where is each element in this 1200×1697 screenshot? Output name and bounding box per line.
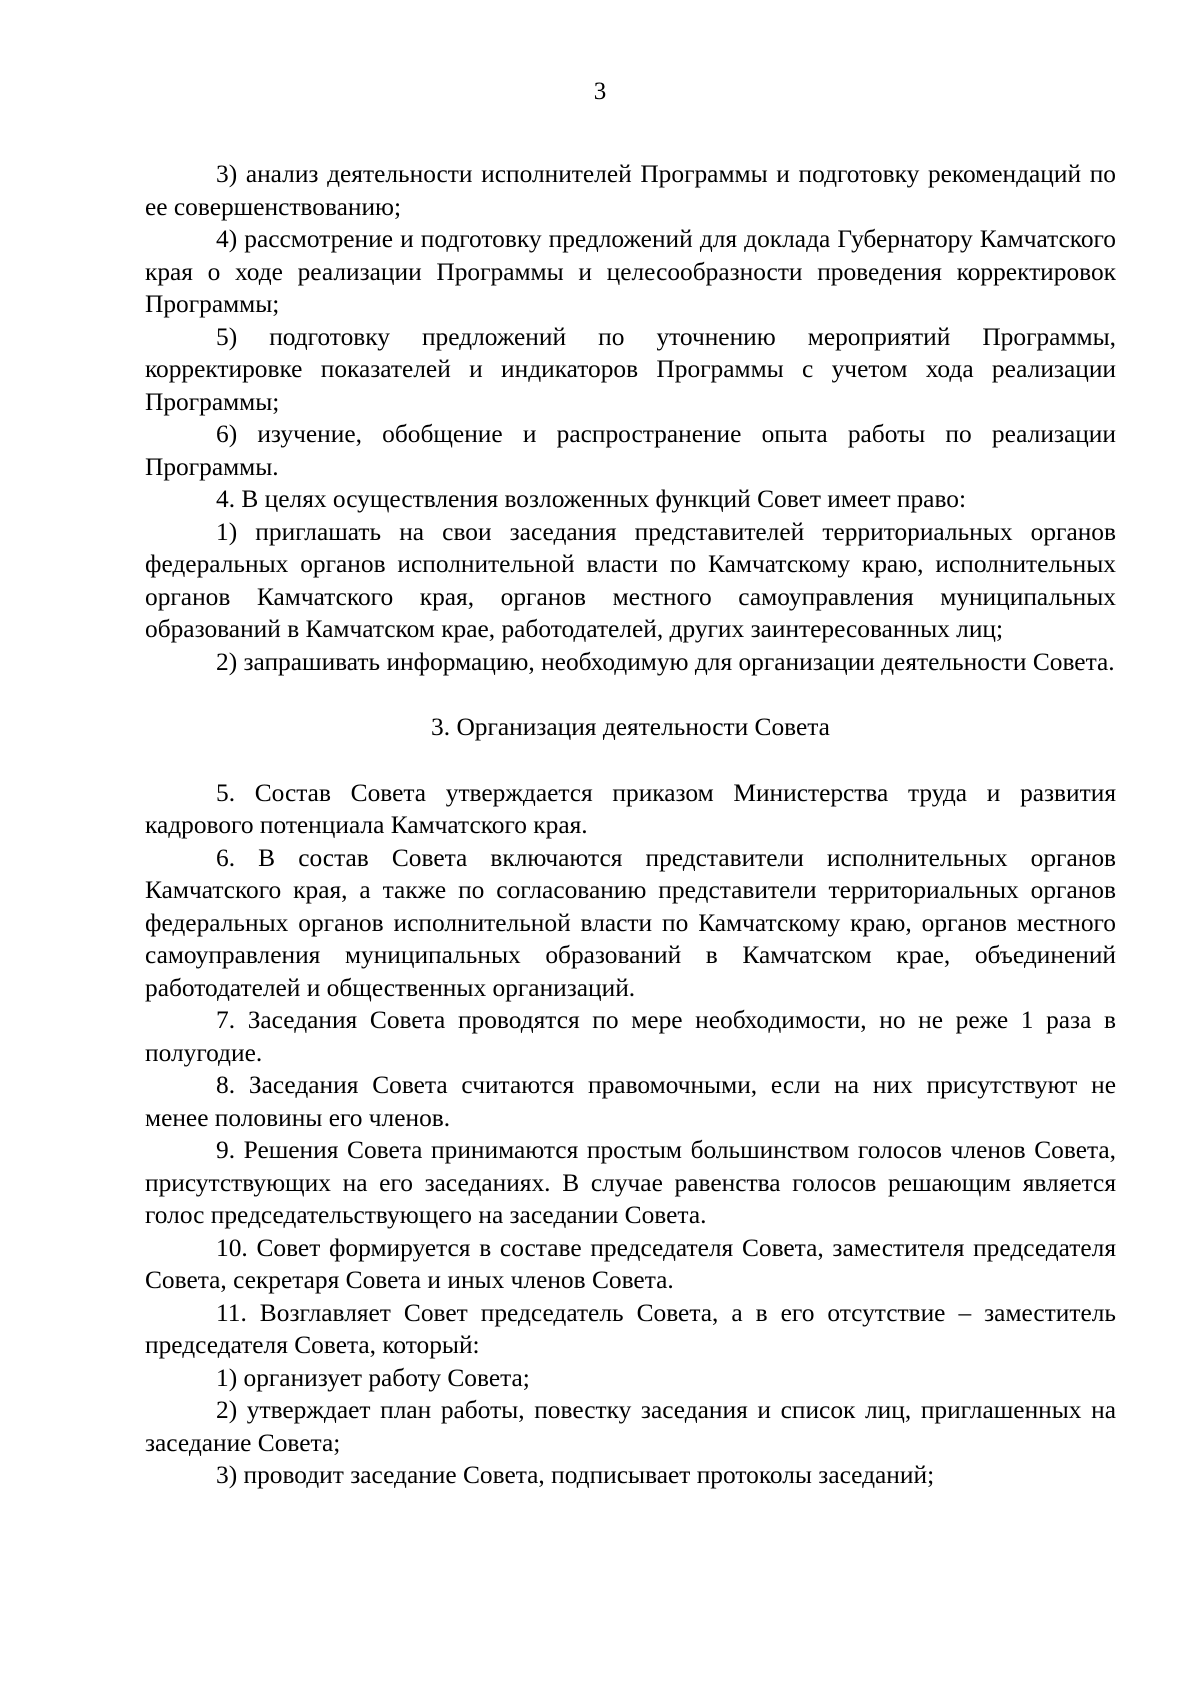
paragraph: 6) изучение, обобщение и распространение опыта работы по реализации Программы. xyxy=(145,420,1116,481)
paragraph: 4) рассмотрение и подготовку предложений для доклада Губернатору Камчатского края о ходе реализации Программы и целесообразности проведения корректировок Программы; xyxy=(145,225,1116,318)
section-heading: 3. Организация деятельности Совета xyxy=(431,713,830,741)
paragraph: 8. Заседания Совета считаются правомочными, если на них присутствуют не менее половины его членов. xyxy=(145,1071,1116,1132)
paragraph: 5) подготовку предложений по уточнению мероприятий Программы, корректировке показателей и индикаторов Программы с учетом хода реализации Программы; xyxy=(145,322,1116,416)
paragraph: 3) проводит заседание Совета, подписывает протоколы заседаний; xyxy=(216,1461,935,1489)
paragraph: 4. В целях осуществления возложенных функций Совет имеет право: xyxy=(216,485,967,513)
paragraph: 2) утверждает план работы, повестку заседания и список лиц, приглашенных на заседание Совета; xyxy=(145,1396,1116,1457)
paragraph: 1) организует работу Совета; xyxy=(216,1363,530,1392)
paragraph: 9. Решения Совета принимаются простым большинством голосов членов Совета, присутствующих на его заседаниях. В случае равенства голосов решающим является голос председательствующего на заседании Совета. xyxy=(145,1136,1116,1229)
paragraph: 10. Совет формируется в составе председателя Совета, заместителя председателя Совета, секретаря Совета и иных членов Совета. xyxy=(145,1233,1116,1294)
paragraph: 5. Состав Совета утверждается приказом Министерства труда и развития кадрового потенциала Камчатского края. xyxy=(145,778,1116,839)
document-body xyxy=(145,158,1116,1492)
paragraph: 2) запрашивать информацию, необходимую для организации деятельности Совета. xyxy=(216,647,1115,676)
paragraph: 11. Возглавляет Совет председатель Совета, а в его отсутствие – заместитель председателя Совета, который: xyxy=(145,1298,1116,1359)
paragraph: 3) анализ деятельности исполнителей Программы и подготовку рекомендаций по ее совершенствованию; xyxy=(145,160,1116,221)
paragraph: 6. В состав Совета включаются представители исполнительных органов Камчатского края, а также по согласованию представители территориальных органов федеральных органов исполнительной власти по Камчатскому краю, органов местного самоуправления муниципальных образований в Камчатском крае, объединений работодателей и общественных организаций. xyxy=(145,843,1116,1002)
page-number: 3 xyxy=(593,78,607,105)
paragraph: 1) приглашать на свои заседания представителей территориальных органов федеральных органов исполнительной власти по Камчатскому краю, исполнительных органов Камчатского края, органов местного самоуправления муниципальных образований в Камчатском крае, работодателей, других заинтересованных лиц; xyxy=(145,517,1116,643)
paragraph: 7. Заседания Совета проводятся по мере необходимости, но не реже 1 раза в полугодие. xyxy=(145,1006,1116,1067)
